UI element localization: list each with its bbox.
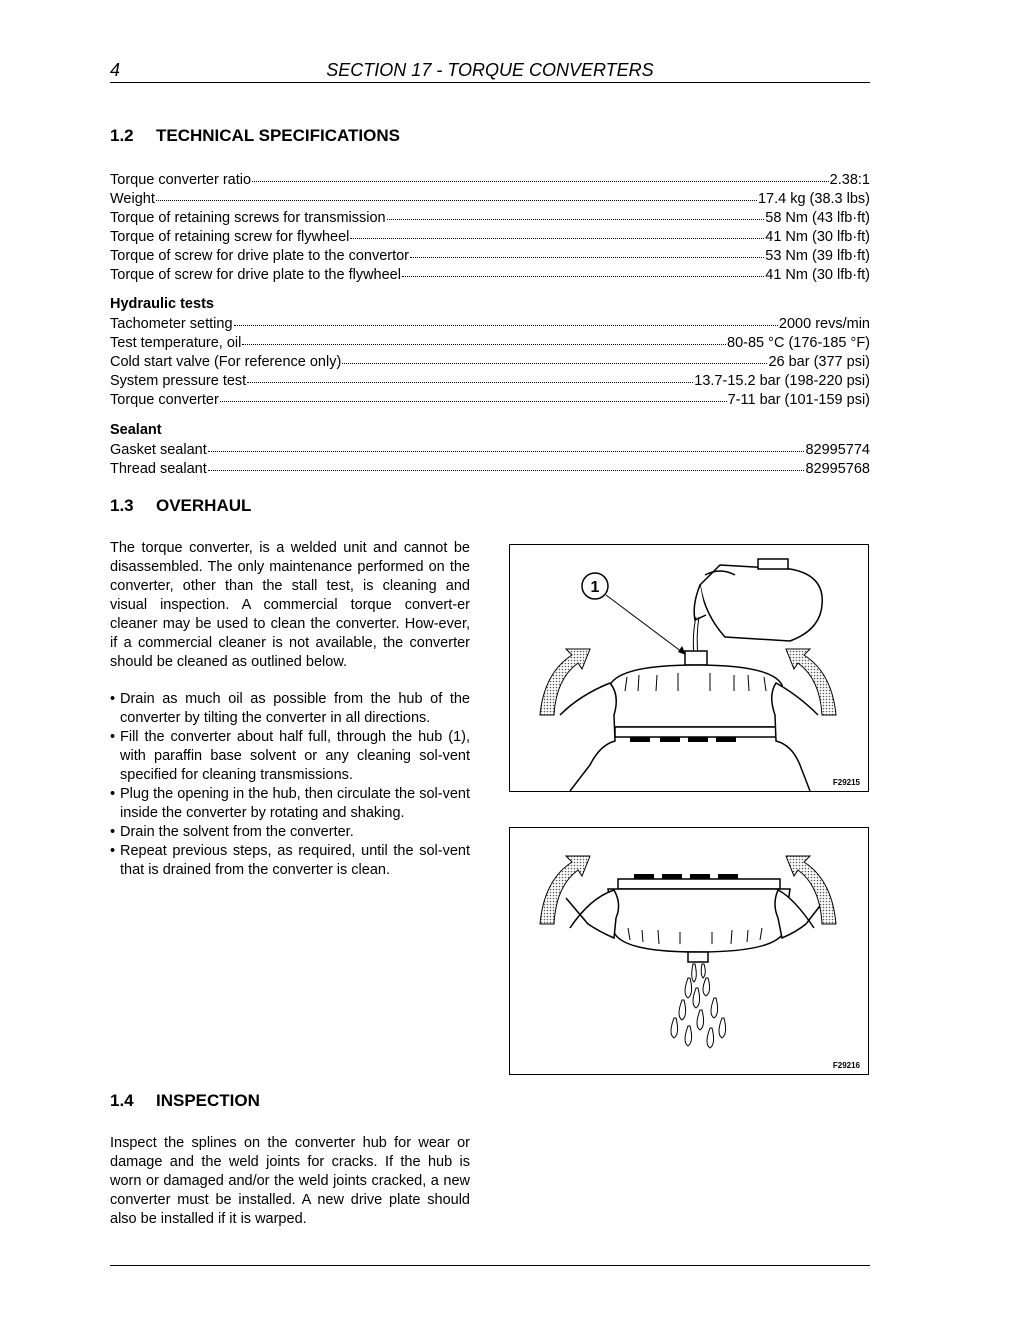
list-item: • Repeat previous steps, as required, until the sol-vent that is drained from the converter is clean. (110, 843, 470, 878)
overhaul-paragraph: The torque converter, is a welded unit and cannot be disassembled. The only maintenance performed on the converter, other than the stall test, is cleaning and visual inspection. A commercial torque convert-er cleaner may be used to clean the converter. How-ever, if a commercial cleaner is not available, the converter should be cleaned as outlined below. (110, 540, 470, 670)
list-item: • Drain as much oil as possible from the hub of the converter by tilting the converter in all directions. (110, 691, 470, 726)
spec-row: Torque of screw for drive plate to the flywheel 41 Nm (30 lfb·ft) (110, 265, 870, 284)
list-item: • Drain the solvent from the converter. (110, 824, 354, 840)
figure-drain-converter (509, 827, 869, 1075)
hydraulic-tests (110, 295, 870, 409)
spec-row: Torque converter ratio 2.38:1 (110, 170, 870, 189)
overhaul-heading: 1.3 OVERHAUL (110, 496, 252, 515)
footer-divider (110, 1265, 870, 1266)
sealant-heading: Sealant (110, 422, 162, 438)
figure-id: F29215 (832, 778, 860, 787)
overhaul-steps (110, 690, 470, 880)
spec-row: Torque of retaining screw for flywheel 41 Nm (30 lfb·ft) (110, 227, 870, 246)
spec-row: System pressure test 13.7-15.2 bar (198-220 psi) (110, 371, 870, 390)
figure-fill-converter (509, 544, 869, 792)
tech-spec-heading: 1.2 TECHNICAL SPECIFICATIONS (110, 126, 400, 145)
spec-row: Test temperature, oil 80-85 °C (176-185 °F) (110, 333, 870, 352)
list-item: • Fill the converter about half full, through the hub (1), with paraffin base solvent or any cleaning sol-vent specified for cleaning transmissions. (110, 729, 470, 783)
drain-converter-illustration (510, 828, 868, 1074)
sealant-list (110, 421, 870, 478)
spec-row: Gasket sealant 82995774 (110, 440, 870, 459)
page-header (110, 60, 870, 83)
spec-row: Torque of screw for drive plate to the convertor 53 Nm (39 lfb·ft) (110, 246, 870, 265)
page-number: 4 (110, 60, 121, 80)
spec-row: Torque converter 7-11 bar (101-159 psi) (110, 390, 870, 409)
spec-row: Cold start valve (For reference only) 26 bar (377 psi) (110, 352, 870, 371)
fill-converter-illustration (510, 545, 868, 791)
list-item: • Plug the opening in the hub, then circulate the sol-vent inside the converter by rotating and shaking. (110, 786, 470, 821)
section-header-title: SECTION 17 - TORQUE CONVERTERS (326, 60, 654, 80)
hydraulic-tests-heading: Hydraulic tests (110, 296, 214, 312)
inspection-heading: 1.4 INSPECTION (110, 1091, 260, 1110)
figure-id: F29216 (832, 1061, 860, 1070)
callout-number: 1 (590, 579, 600, 596)
spec-row: Thread sealant 82995768 (110, 459, 870, 478)
spec-row: Weight 17.4 kg (38.3 lbs) (110, 189, 870, 208)
inspection-paragraph: Inspect the splines on the converter hub for wear or damage and the weld joints for cracks. If the hub is worn or damaged and/or the weld joints cracked, a new converter must be installed. A new drive plate should also be installed if it is warped. (110, 1135, 470, 1227)
spec-list (110, 170, 870, 284)
spec-row: Torque of retaining screws for transmission 58 Nm (43 lfb·ft) (110, 208, 870, 227)
spec-row: Tachometer setting 2000 revs/min (110, 314, 870, 333)
